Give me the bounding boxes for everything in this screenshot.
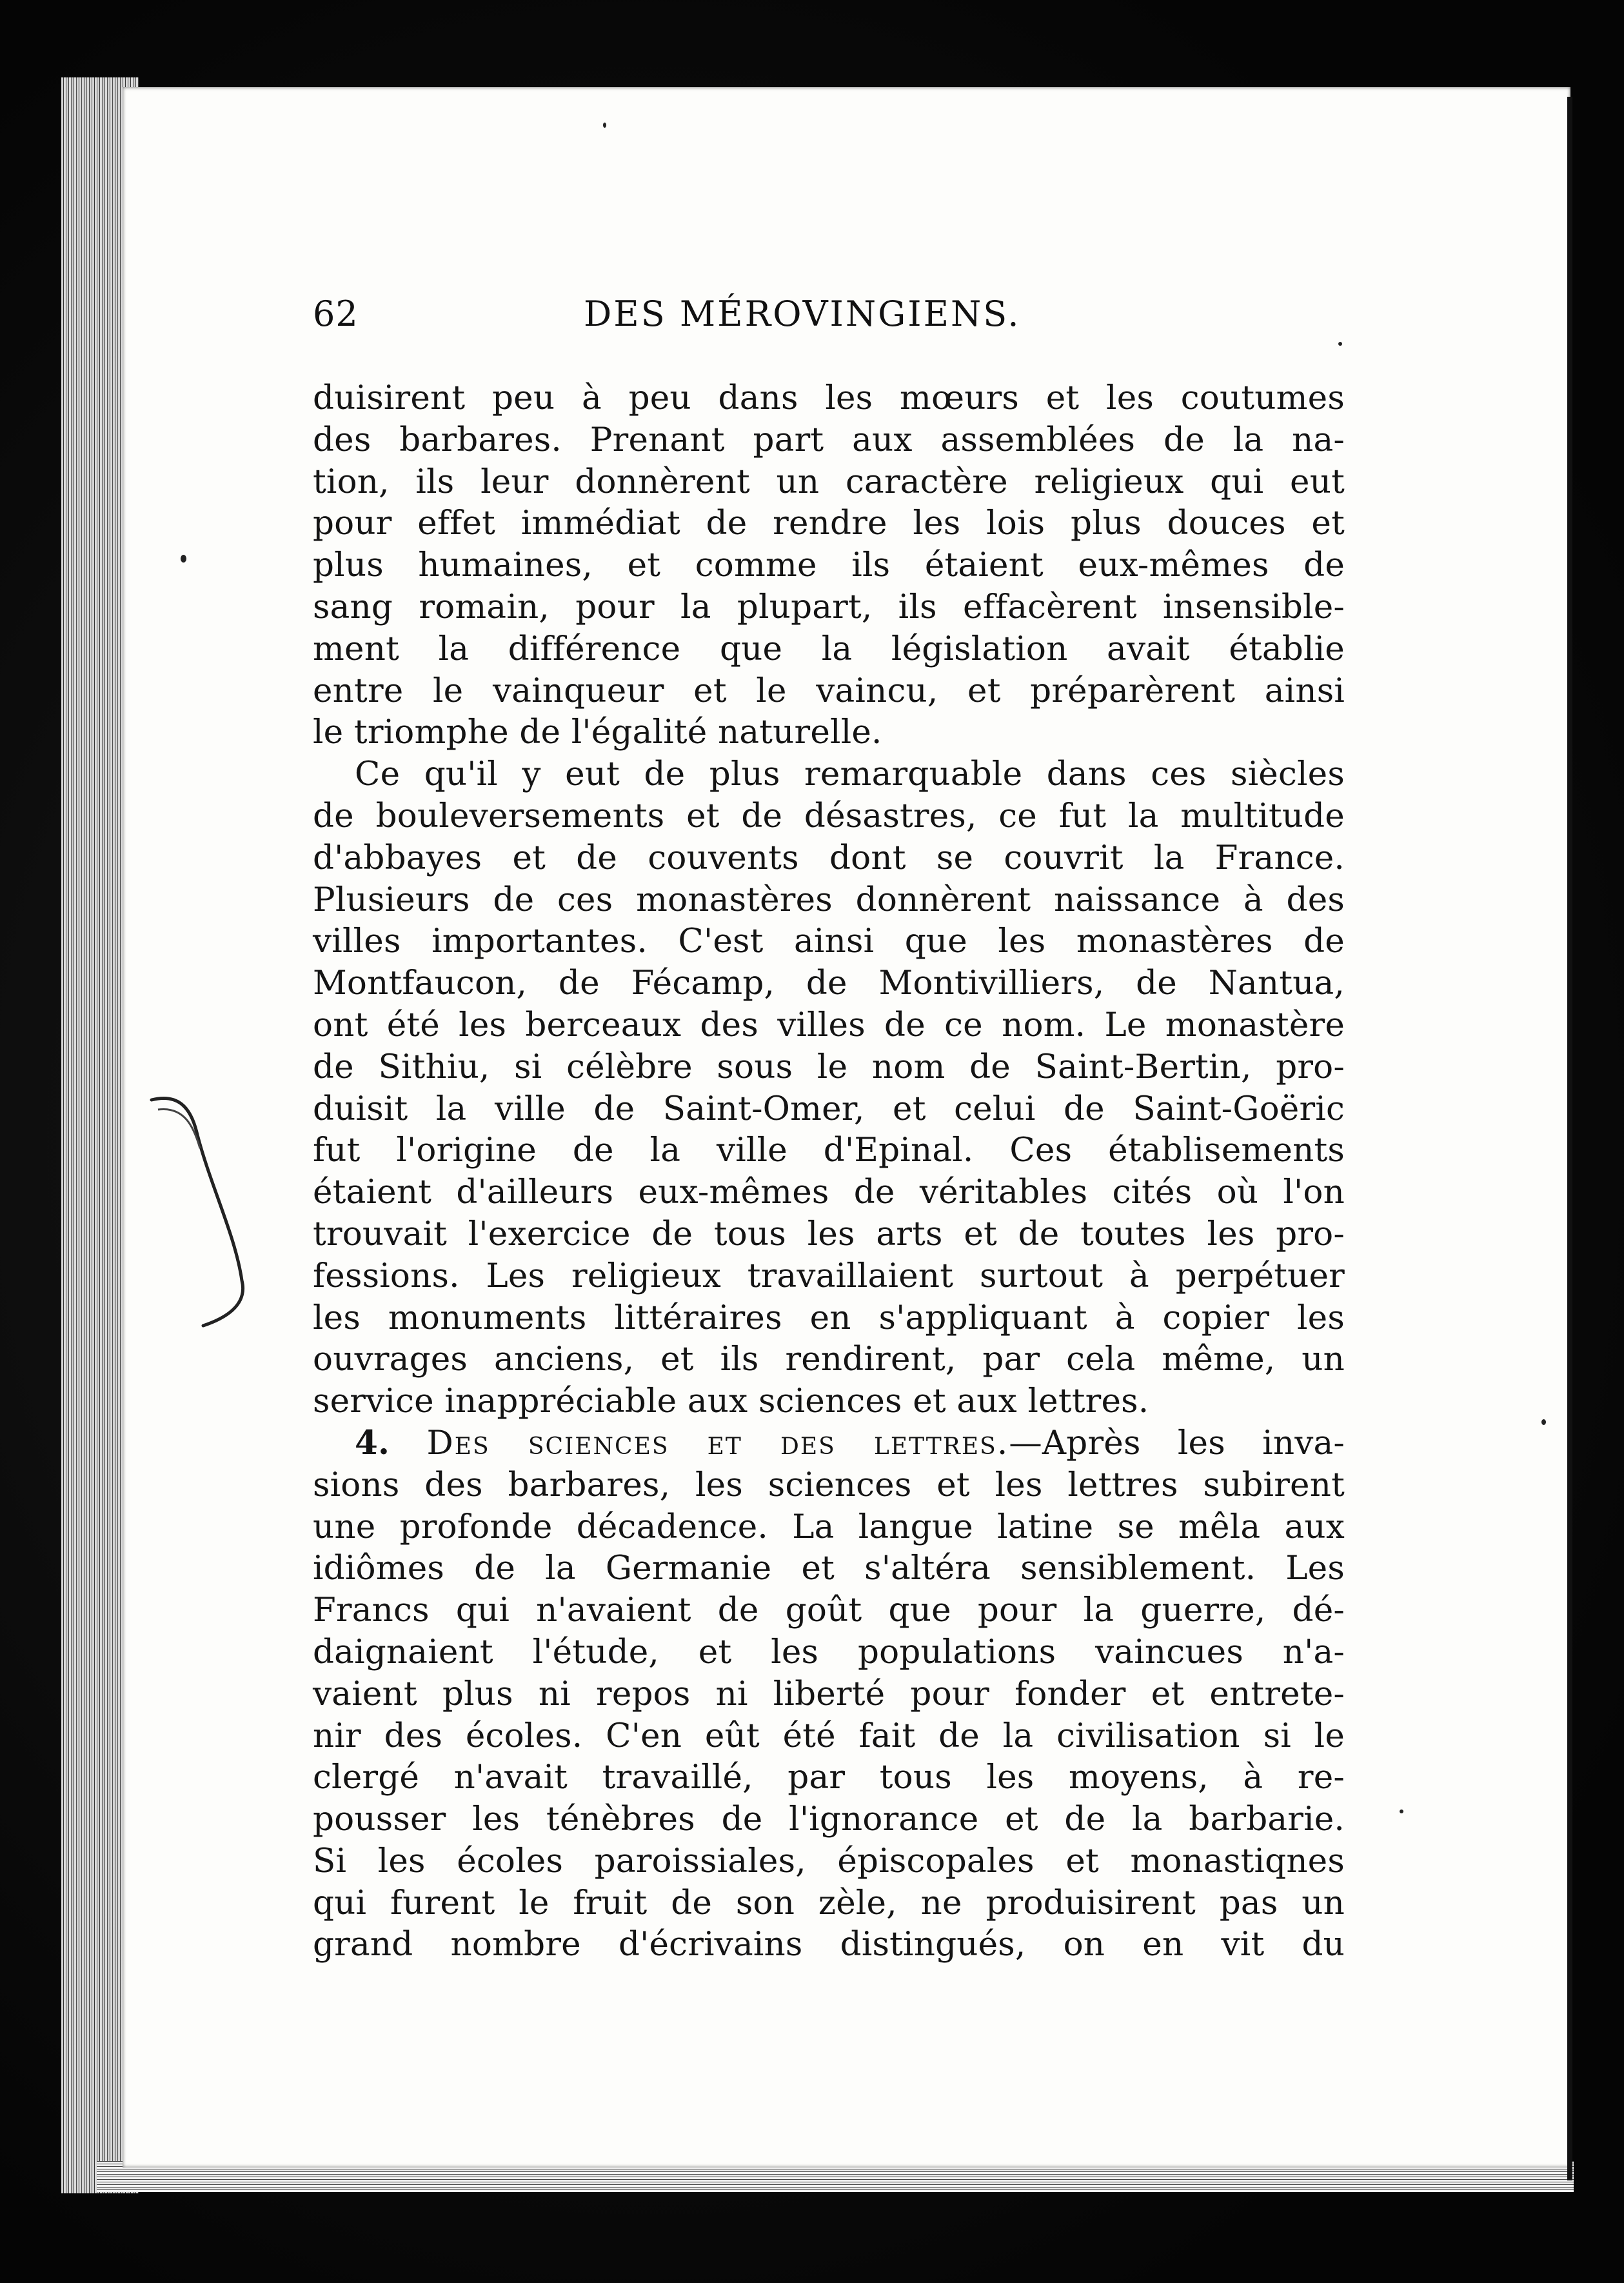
text-line: ont été les berceaux des villes de ce nom. Le monastère <box>313 1005 1345 1044</box>
text-line: tion, ils leur donnèrent un caractère religieux qui eut <box>313 462 1345 501</box>
text-line: ment la différence que la législation avait établie <box>313 629 1345 668</box>
text-line: une profonde décadence. La langue latine se mêla aux <box>313 1507 1345 1546</box>
handwritten-bracket-mark <box>139 1087 268 1332</box>
text-line: daignaient l'étude, et les populations vaincues n'a- <box>313 1632 1345 1671</box>
text-line: trouvait l'exercice de tous les arts et de toutes les pro- <box>313 1214 1345 1253</box>
text-line: de Sithiu, si célèbre sous le nom de Saint-Bertin, pro- <box>313 1047 1345 1086</box>
text-line: service inappréciable aux sciences et aux lettres. <box>313 1382 1149 1421</box>
text-line: vaient plus ni repos ni liberté pour fonder et entrete- <box>313 1674 1345 1713</box>
page-gutter-shadow <box>1567 97 1572 2180</box>
scan-speck <box>1541 1419 1546 1425</box>
section-title: Des sciences et des lettres. <box>426 1423 1009 1462</box>
text-line: le triomphe de l'égalité naturelle. <box>313 713 882 752</box>
section-heading-line <box>313 1422 1345 1464</box>
text-line: d'abbayes et de couvents dont se couvrit la France. <box>313 838 1345 877</box>
text-line: Ce qu'il y eut de plus remarquable dans ces siècles <box>355 755 1345 794</box>
text-line: nir des écoles. C'en eût été fait de la civilisation si le <box>313 1716 1345 1755</box>
text-line: idiômes de la Germanie et s'altéra sensiblement. Les <box>313 1549 1345 1588</box>
page-number: 62 <box>313 294 359 334</box>
text-line: Francs qui n'avaient de goût que pour la guerre, dé- <box>313 1591 1345 1630</box>
text-line: entre le vainqueur et le vaincu, et préparèrent ainsi <box>313 671 1345 710</box>
text-line: fut l'origine de la ville d'Epinal. Ces établisements <box>313 1131 1345 1170</box>
text-line: de bouleversements et de désastres, ce fut la multitude <box>313 796 1345 835</box>
scan-speck <box>181 555 186 563</box>
text-line: Si les écoles paroissiales, épiscopales et monastiqnes <box>313 1841 1345 1880</box>
text-line: villes importantes. C'est ainsi que les monastères de <box>313 922 1345 961</box>
text-line: pour effet immédiat de rendre les lois plus douces et <box>313 504 1345 543</box>
text-line: les monuments littéraires en s'appliquant à copier les <box>313 1298 1345 1337</box>
page-header <box>313 294 1345 345</box>
paragraph-1 <box>313 377 1345 753</box>
text-line: sions des barbares, les sciences et les lettres subirent <box>313 1465 1345 1504</box>
section-number: 4. <box>355 1423 390 1462</box>
text-line: duisirent peu à peu dans les mœurs et les coutumes <box>313 379 1345 417</box>
body-text <box>313 377 1345 1966</box>
running-title: DES MÉROVINGIENS. <box>584 294 1021 334</box>
text-line: grand nombre d'écrivains distingués, on en vit du <box>313 1925 1345 1964</box>
text-line: plus humaines, et comme ils étaient eux-mêmes de <box>313 546 1345 585</box>
scan-speck <box>603 123 606 128</box>
paragraph-2 <box>313 753 1345 1422</box>
text-line: duisit la ville de Saint-Omer, et celui de Saint-Goëric <box>313 1089 1345 1128</box>
text-line: ouvrages anciens, et ils rendirent, par cela même, un <box>313 1340 1345 1379</box>
text-line: clergé n'avait travaillé, par tous les moyens, à re- <box>313 1758 1345 1797</box>
scan-speck <box>1400 1809 1403 1813</box>
text-line: fessions. Les religieux travaillaient surtout à perpétuer <box>313 1256 1345 1295</box>
text-line: qui furent le fruit de son zèle, ne produisirent pas un <box>313 1883 1345 1922</box>
text-line: pousser les ténèbres de l'ignorance et de la barbarie. <box>313 1800 1345 1839</box>
paragraph-3 <box>313 1422 1345 1966</box>
text-fragment: —Après les inva- <box>1009 1423 1345 1462</box>
text-line: étaient d'ailleurs eux-mêmes de véritables cités où l'on <box>313 1173 1345 1212</box>
text-line: sang romain, pour la plupart, ils effacèrent insensible- <box>313 587 1345 626</box>
text-line: Montfaucon, de Fécamp, de Montivilliers, de Nantua, <box>313 964 1345 1003</box>
text-line: des barbares. Prenant part aux assemblées de la na- <box>313 420 1345 459</box>
text-line: Plusieurs de ces monastères donnèrent naissance à des <box>313 880 1345 919</box>
